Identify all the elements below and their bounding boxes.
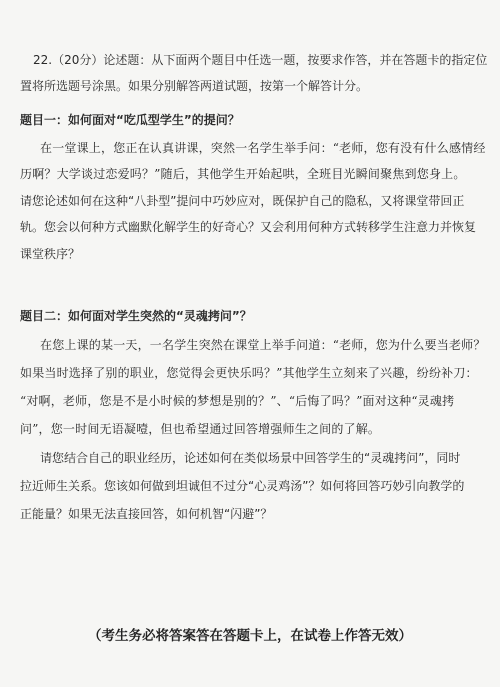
topic1-prompt-line-2: 轨。您会以何种方式幽默化解学生的好奇心？又会利用何种方式转移学生注意力并恢复 — [20, 220, 477, 234]
topic2-prompt-line-3: 正能量？如果无法直接回答，如何机智“闪避”？ — [20, 507, 273, 521]
topic1-scenario-line-1: 在一堂课上，您正在认真讲课，突然一名学生举手问：“老师，您有没有什么感情经 — [40, 141, 486, 155]
topic2-scenario-line-3: “对啊，老师，您是不是小时候的梦想是别的？”、“后悔了吗？”面对这种“灵魂拷 — [20, 394, 455, 408]
topic1-scenario-line-2: 历啊？大学谈过恋爱吗？”随后，其他学生开始起哄，全班目光瞬间聚焦到您身上。 — [20, 167, 466, 181]
topic1-prompt-line-1: 请您论述如何在这种“八卦型”提问中巧妙应对，既保护自己的隐私，又将课堂带回正 — [20, 194, 465, 208]
answer-sheet-notice: （考生务必将答案答在答题卡上，在试卷上作答无效） — [88, 628, 412, 644]
topic1-title: 题目一：如何面对“吃瓜型学生”的提问？ — [20, 113, 240, 127]
question-header-line-2: 置将所选题号涂黑。如果分别解答两道试题，按第一个解答计分。 — [20, 79, 369, 93]
topic2-scenario-line-4: 问”，您一时间无语凝噎，但也希望通过回答增强师生之间的了解。 — [20, 422, 381, 436]
question-header-line-1: 22.（20分）论述题：从下面两个题目中任选一题，按要求作答，并在答题卡的指定位 — [33, 53, 488, 67]
topic2-scenario-line-2: 如果当时选择了别的职业，您觉得会更快乐吗？”其他学生立刻来了兴趣，纷纷补刀： — [20, 366, 478, 380]
topic2-title: 题目二：如何面对学生突然的“灵魂拷问”？ — [20, 309, 252, 323]
topic2-prompt-line-1: 请您结合自己的职业经历，论述如何在类似场景中回答学生的“灵魂拷问”，同时 — [40, 451, 461, 465]
topic2-scenario-line-1: 在您上课的某一天，一名学生突然在课堂上举手问道：“老师，您为什么要当老师？ — [40, 338, 486, 352]
topic2-prompt-line-2: 拉近师生关系。您该如何做到坦诚但不过分“心灵鸡汤”？如何将回答巧妙引向教学的 — [20, 479, 465, 493]
topic1-prompt-line-3: 课堂秩序？ — [20, 247, 81, 261]
